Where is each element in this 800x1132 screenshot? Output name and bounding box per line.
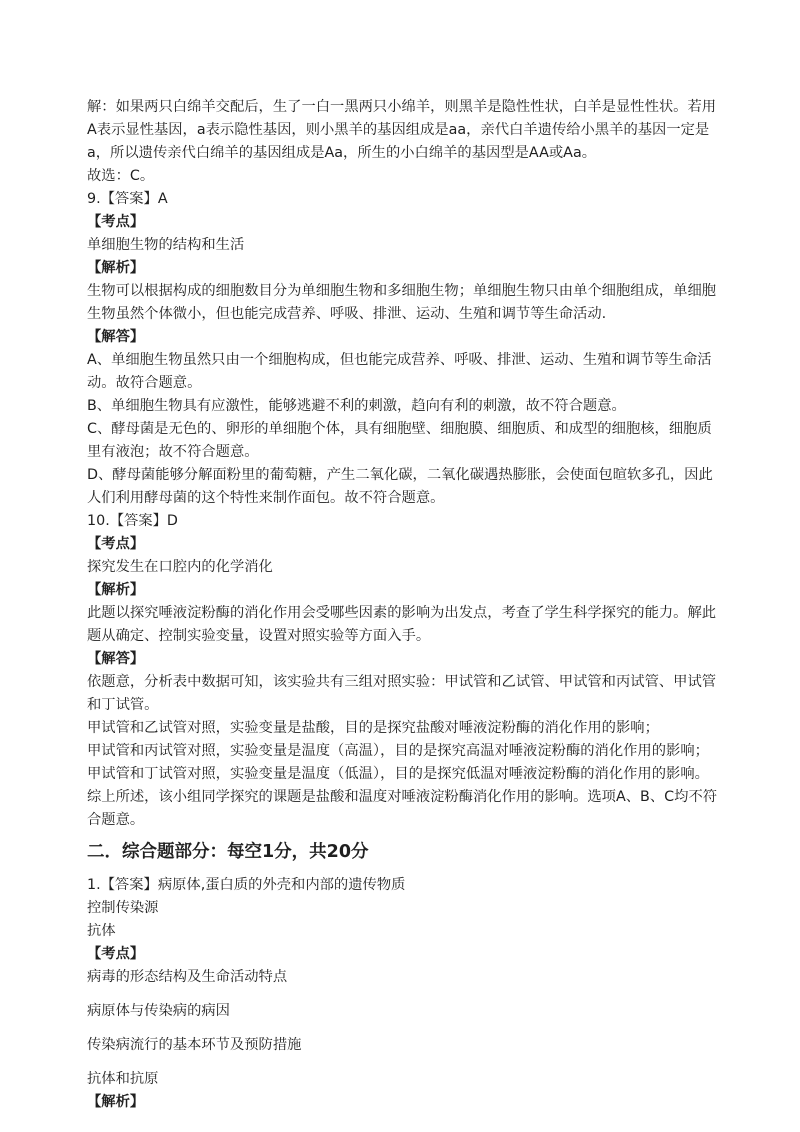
section-heading: 二．综合题部分：每空1分，共20分	[87, 842, 369, 862]
q10-kaodian-label: 【考点】	[87, 536, 145, 552]
s2q1-kaodian-label: 【考点】	[87, 946, 145, 962]
q10-jieda-3: 甲试管和丙试管对照，实验变量是温度（高温），目的是探究高温对唾液淀粉酶的消化作用的影响；	[87, 743, 709, 759]
s2q1-kaodian-4: 抗体和抗原	[87, 1071, 159, 1087]
q10-jiexi-label: 【解析】	[87, 582, 145, 598]
q9-jieda-c: C、酵母菌是无色的、卵形的单细胞个体，具有细胞壁、细胞膜、细胞质、和成型的细胞核，细胞质里有液泡；故不符合题意。	[87, 421, 712, 460]
q10-kaodian: 探究发生在口腔内的化学消化	[87, 559, 273, 575]
q10-answer: 10.【答案】D	[87, 513, 178, 529]
solution-paragraph: 解：如果两只白绵羊交配后，生了一白一黑两只小绵羊，则黑羊是隐性性状，白羊是显性性状。若用A表示显性基因，a表示隐性基因，则小黑羊的基因组成是aa，亲代白羊遗传给小黑羊的基因一定是a，所以遗传亲代白绵羊的基因组成是Aa，所生的小白绵羊的基因型是AA或Aa。	[87, 99, 717, 161]
q9-jieda-label: 【解答】	[87, 329, 145, 345]
q9-jiexi-label: 【解析】	[87, 260, 145, 276]
q9-jieda-b: B、单细胞生物具有应激性，能够逃避不利的刺激，趋向有利的刺激，故不符合题意。	[87, 398, 626, 414]
q9-answer: 9.【答案】A	[87, 191, 168, 207]
s2q1-answer: 1.【答案】病原体,蛋白质的外壳和内部的遗传物质	[87, 877, 406, 893]
s2q1-answer-line-1: 控制传染源	[87, 900, 159, 916]
q9-jieda-a: A、单细胞生物虽然只由一个细胞构成，但也能完成营养、呼吸、排泄、运动、生殖和调节等生命活动。故符合题意。	[87, 352, 712, 391]
q10-jieda-4: 甲试管和丁试管对照，实验变量是温度（低温），目的是探究低温对唾液淀粉酶的消化作用的影响。	[87, 766, 709, 782]
s2q1-kaodian-3: 传染病流行的基本环节及预防措施	[87, 1037, 302, 1053]
q10-jieda-5: 综上所述，该小组同学探究的课题是盐酸和温度对唾液淀粉酶消化作用的影响。选项A、B、C均不符合题意。	[87, 789, 718, 828]
q10-jieda-2: 甲试管和乙试管对照，实验变量是盐酸，目的是探究盐酸对唾液淀粉酶的消化作用的影响；	[87, 720, 659, 736]
q9-jiexi: 生物可以根据构成的细胞数目分为单细胞生物和多细胞生物；单细胞生物只由单个细胞组成，单细胞生物虽然个体微小，但也能完成营养、呼吸、排泄、运动、生殖和调节等生命活动.	[87, 283, 717, 322]
q10-jieda-label: 【解答】	[87, 651, 145, 667]
s2q1-kaodian-1: 病毒的形态结构及生命活动特点	[87, 969, 288, 985]
q9-kaodian-label: 【考点】	[87, 214, 145, 230]
choice-line: 故选：C。	[87, 168, 155, 184]
q9-jieda-d: D、酵母菌能够分解面粉里的葡萄糖，产生二氧化碳，二氧化碳遇热膨胀，会使面包暄软多孔，因此人们利用酵母菌的这个特性来制作面包。故不符合题意。	[87, 467, 713, 506]
q9-kaodian: 单细胞生物的结构和生活	[87, 237, 245, 253]
q10-jiexi: 此题以探究唾液淀粉酶的消化作用会受哪些因素的影响为出发点，考查了学生科学探究的能力。解此题从确定、控制实验变量，设置对照实验等方面入手。	[87, 605, 717, 644]
q10-jieda-1: 依题意，分析表中数据可知，该实验共有三组对照实验：甲试管和乙试管、甲试管和丙试管、甲试管和丁试管。	[87, 674, 717, 713]
s2q1-answer-line-2: 抗体	[87, 923, 116, 939]
s2q1-kaodian-2: 病原体与传染病的病因	[87, 1003, 230, 1019]
s2q1-jiexi-label: 【解析】	[87, 1094, 145, 1110]
